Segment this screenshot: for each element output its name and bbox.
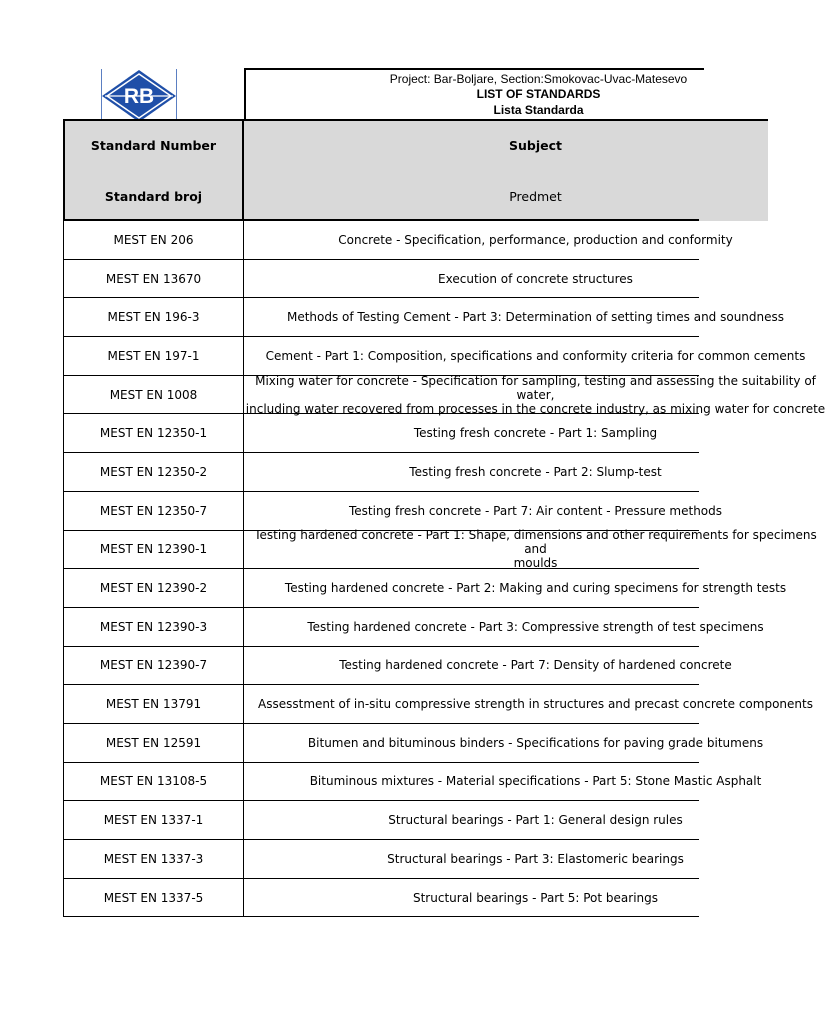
table-row bbox=[63, 724, 764, 763]
standard-number-cell: MEST EN 12350-1 bbox=[63, 414, 244, 452]
standard-number-cell: MEST EN 12390-2 bbox=[63, 569, 244, 607]
standard-number-cell: MEST EN 197-1 bbox=[63, 337, 244, 375]
subject-text: Execution of concrete structures bbox=[438, 271, 633, 286]
subject-text: Testing hardened concrete - Part 1: Shape, dimensions and other requirements for specimens and moulds bbox=[254, 528, 817, 571]
table-row bbox=[63, 763, 762, 802]
subject-cell bbox=[244, 453, 699, 491]
standard-number-cell: MEST EN 1008 bbox=[63, 376, 244, 414]
subject-cell bbox=[244, 608, 764, 646]
standards-table bbox=[63, 221, 826, 917]
project-header bbox=[244, 68, 704, 119]
subject-cell bbox=[244, 414, 699, 452]
table-row bbox=[63, 685, 813, 724]
column-header-number-en: Standard Number bbox=[90, 138, 217, 153]
table-row bbox=[63, 840, 699, 879]
subject-text: Bitumen and bituminous binders - Specifications for paving grade bitumens bbox=[307, 735, 764, 750]
project-line: Project: Bar-Boljare, Section:Smokovac-Uvac-Matesevo bbox=[389, 72, 688, 86]
table-row bbox=[63, 373, 826, 416]
standard-number-cell: MEST EN 1337-5 bbox=[63, 879, 244, 917]
subject-text: Assesstment of in-situ compressive strength in structures and precast concrete components bbox=[258, 697, 813, 712]
standard-number-cell: MEST EN 12591 bbox=[63, 724, 244, 762]
standard-number-cell: MEST EN 13791 bbox=[63, 685, 244, 723]
subject-cell bbox=[244, 801, 699, 839]
subject-text: Mixing water for concrete - Specification for sampling, testing and assessing the suitability of water, including water recovered from processes in the concrete industry, as mixing water for concrete bbox=[245, 373, 826, 416]
subject-text: Testing fresh concrete - Part 1: Sampling bbox=[413, 426, 658, 441]
table-row bbox=[63, 801, 699, 840]
subject-cell bbox=[244, 260, 699, 298]
subject-text: Testing hardened concrete - Part 2: Making and curing specimens for strength tests bbox=[284, 581, 787, 596]
table-row bbox=[63, 298, 785, 337]
column-header-subject-en: Subject bbox=[509, 138, 562, 153]
subject-cell bbox=[244, 492, 723, 530]
table-row bbox=[63, 260, 699, 299]
table-row bbox=[63, 569, 787, 608]
table-row bbox=[63, 879, 699, 918]
subject-text: Testing fresh concrete - Part 2: Slump-test bbox=[409, 464, 662, 479]
table-row bbox=[63, 414, 699, 453]
subject-text: Methods of Testing Cement - Part 3: Determination of setting times and soundness bbox=[286, 310, 785, 325]
standard-number-cell: MEST EN 12390-7 bbox=[63, 647, 244, 685]
standard-number-cell: MEST EN 1337-1 bbox=[63, 801, 244, 839]
table-row bbox=[63, 608, 764, 647]
subject-cell bbox=[244, 685, 813, 723]
document-title: LIST OF STANDARDS bbox=[476, 87, 601, 101]
column-header-subject bbox=[244, 121, 699, 221]
column-header-subject-local: Predmet bbox=[509, 189, 562, 204]
logo-text: RB bbox=[123, 85, 155, 108]
subject-cell bbox=[244, 724, 764, 762]
subject-cell bbox=[244, 298, 785, 336]
standard-number-cell: MEST EN 12390-1 bbox=[63, 531, 244, 569]
table-row bbox=[63, 492, 723, 531]
subject-text: Cement - Part 1: Composition, specifications and conformity criteria for common cements bbox=[265, 348, 806, 363]
column-header-number-local: Standard broj bbox=[104, 189, 203, 204]
standard-number-cell: MEST EN 206 bbox=[63, 221, 244, 259]
subject-cell bbox=[244, 647, 732, 685]
standard-number-cell: MEST EN 12390-3 bbox=[63, 608, 244, 646]
standard-number-cell: MEST EN 13108-5 bbox=[63, 763, 244, 801]
subject-text: Structural bearings - Part 1: General design rules bbox=[388, 813, 683, 828]
standard-number-cell: MEST EN 196-3 bbox=[63, 298, 244, 336]
subject-text: Testing hardened concrete - Part 3: Compressive strength of test specimens bbox=[307, 619, 764, 634]
standard-number-cell: MEST EN 12350-7 bbox=[63, 492, 244, 530]
subject-text: Concrete - Specification, performance, production and conformity bbox=[338, 232, 733, 247]
table-row bbox=[63, 528, 817, 571]
subject-text: Structural bearings - Part 3: Elastomeric bearings bbox=[387, 851, 684, 866]
table-row bbox=[63, 337, 806, 376]
table-row bbox=[63, 647, 732, 686]
subject-cell bbox=[244, 528, 817, 571]
subject-text: Testing fresh concrete - Part 7: Air content - Pressure methods bbox=[348, 503, 723, 518]
subject-cell bbox=[244, 373, 826, 416]
subject-text: Structural bearings - Part 5: Pot bearings bbox=[412, 890, 659, 905]
column-header-number bbox=[63, 121, 244, 221]
standard-number-cell: MEST EN 1337-3 bbox=[63, 840, 244, 878]
standard-number-cell: MEST EN 12350-2 bbox=[63, 453, 244, 491]
subject-text: Testing hardened concrete - Part 7: Density of hardened concrete bbox=[339, 658, 732, 673]
subject-cell bbox=[244, 337, 806, 375]
subject-cell bbox=[244, 221, 733, 259]
subject-text: Bituminous mixtures - Material specifications - Part 5: Stone Mastic Asphalt bbox=[309, 774, 762, 789]
standard-number-cell: MEST EN 13670 bbox=[63, 260, 244, 298]
company-logo bbox=[101, 69, 177, 123]
subject-cell bbox=[244, 569, 787, 607]
subject-cell bbox=[244, 763, 762, 801]
table-row bbox=[63, 221, 733, 260]
table-row bbox=[63, 453, 699, 492]
column-header-band bbox=[63, 119, 768, 221]
document-title-local: Lista Standarda bbox=[493, 103, 584, 117]
subject-cell bbox=[244, 840, 699, 878]
subject-cell bbox=[244, 879, 699, 917]
